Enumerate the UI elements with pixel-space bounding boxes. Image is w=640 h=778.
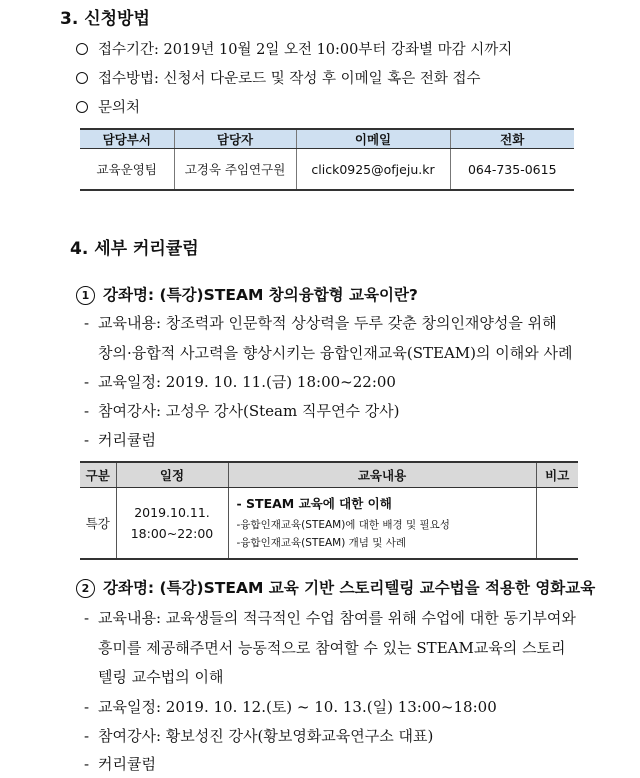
table-row xyxy=(80,488,578,560)
course2-number-badge: 2 xyxy=(76,579,95,598)
course2-content-line3: 텔링 교수법의 이해 xyxy=(98,668,224,686)
apply-method-item xyxy=(76,67,481,88)
time-line: 18:00~22:00 xyxy=(130,526,214,541)
course1-instructor: 참여강사: 고성우 강사(Steam 직무연수 강사) xyxy=(98,402,400,420)
inquiry-text: 문의처 xyxy=(98,100,141,116)
circle-bullet-icon xyxy=(76,101,88,113)
header-department: 담당부서 xyxy=(80,129,174,149)
course2-curriculum-label: 커리큘럼 xyxy=(98,755,156,773)
course2-instructor: 참여강사: 황보성진 강사(황보영화교육연구소 대표) xyxy=(98,727,434,745)
list-item: - 커리큘럼 xyxy=(84,755,156,773)
curriculum-table-header xyxy=(80,462,578,488)
header-schedule: 일정 xyxy=(116,462,228,488)
circle-bullet-icon xyxy=(76,72,88,84)
list-item: - 참여강사: 고성우 강사(Steam 직무연수 강사) xyxy=(84,402,400,420)
content-sub: -융합인재교육(STEAM) 개념 및 사례 xyxy=(236,537,407,549)
cell-date xyxy=(116,488,228,560)
list-item: - 교육일정: 2019. 10. 11.(금) 18:00~22:00 xyxy=(84,373,396,391)
inquiry-item xyxy=(76,96,140,117)
list-item xyxy=(98,342,572,363)
header-manager: 담당자 xyxy=(174,129,296,149)
course2-schedule: 교육일정: 2019. 10. 12.(토) ~ 10. 13.(일) 13:00~18:00 xyxy=(98,698,497,716)
header-email: 이메일 xyxy=(296,129,450,149)
apply-period-text: 접수기간: 2019년 10월 2일 오전 10:00부터 강좌별 마감 시까지 xyxy=(98,42,513,58)
list-item: - 커리큘럼 xyxy=(84,431,156,449)
course1-number-badge: 1 xyxy=(76,286,95,305)
table-row xyxy=(80,149,574,191)
contact-table xyxy=(80,128,574,191)
cell-note xyxy=(536,488,578,560)
cell-phone: 064-735-0615 xyxy=(450,149,574,191)
apply-method-text: 접수방법: 신청서 다운로드 및 작성 후 이메일 혹은 전화 접수 xyxy=(98,71,481,87)
course2-content-line2: 흥미를 제공해주면서 능동적으로 참여할 수 있는 STEAM교육의 스토리 xyxy=(98,639,566,657)
cell-type: 특강 xyxy=(80,488,116,560)
list-item xyxy=(98,637,566,658)
cell-content xyxy=(228,488,536,560)
course2-title xyxy=(76,576,595,598)
cell-manager: 고경욱 주임연구원 xyxy=(174,149,296,191)
contact-table-header xyxy=(80,129,574,149)
header-phone: 전화 xyxy=(450,129,574,149)
cell-department: 교육운영팀 xyxy=(80,149,174,191)
header-note: 비고 xyxy=(536,462,578,488)
cell-email: click0925@ofjeju.kr xyxy=(296,149,450,191)
course1-content-line1: 교육내용: 창조력과 인문학적 상상력을 두루 갖춘 창의인재양성을 위해 xyxy=(98,314,557,332)
list-item xyxy=(98,666,223,687)
header-type: 구분 xyxy=(80,462,116,488)
date-line: 2019.10.11. xyxy=(134,505,210,520)
course1-content-line2: 창의·융합적 사고력을 향상시키는 융합인재교육(STEAM)의 이해와 사례 xyxy=(98,344,573,362)
course2-content-line1: 교육내용: 교육생들의 적극적인 수업 참여를 위해 수업에 대한 동기부여와 xyxy=(98,609,576,627)
header-content: 교육내용 xyxy=(228,462,536,488)
section3-heading: 3. 신청방법 xyxy=(60,9,150,29)
list-item: - 참여강사: 황보성진 강사(황보영화교육연구소 대표) xyxy=(84,727,434,745)
course1-schedule: 교육일정: 2019. 10. 11.(금) 18:00~22:00 xyxy=(98,373,396,391)
list-item: - 교육일정: 2019. 10. 12.(토) ~ 10. 13.(일) 13:00~18:00 xyxy=(84,698,497,716)
circle-bullet-icon xyxy=(76,43,88,55)
content-main: - STEAM 교육에 대한 이해 xyxy=(236,496,392,511)
course1-title-text: 강좌명: (특강)STEAM 창의융합형 교육이란? xyxy=(103,286,418,304)
course1-curriculum-label: 커리큘럼 xyxy=(98,431,156,449)
list-item: - 교육내용: 창조력과 인문학적 상상력을 두루 갖춘 창의인재양성을 위해 xyxy=(84,314,557,332)
list-item: - 교육내용: 교육생들의 적극적인 수업 참여를 위해 수업에 대한 동기부여와 xyxy=(84,609,576,627)
section4-heading: 4. 세부 커리큘럼 xyxy=(70,239,199,259)
content-sub: -융합인재교육(STEAM)에 대한 배경 및 필요성 xyxy=(236,519,450,531)
course1-title xyxy=(76,283,418,305)
apply-period-item xyxy=(76,38,512,59)
course2-title-text: 강좌명: (특강)STEAM 교육 기반 스토리텔링 교수법을 적용한 영화교육 xyxy=(103,579,596,597)
curriculum-table xyxy=(80,461,578,560)
